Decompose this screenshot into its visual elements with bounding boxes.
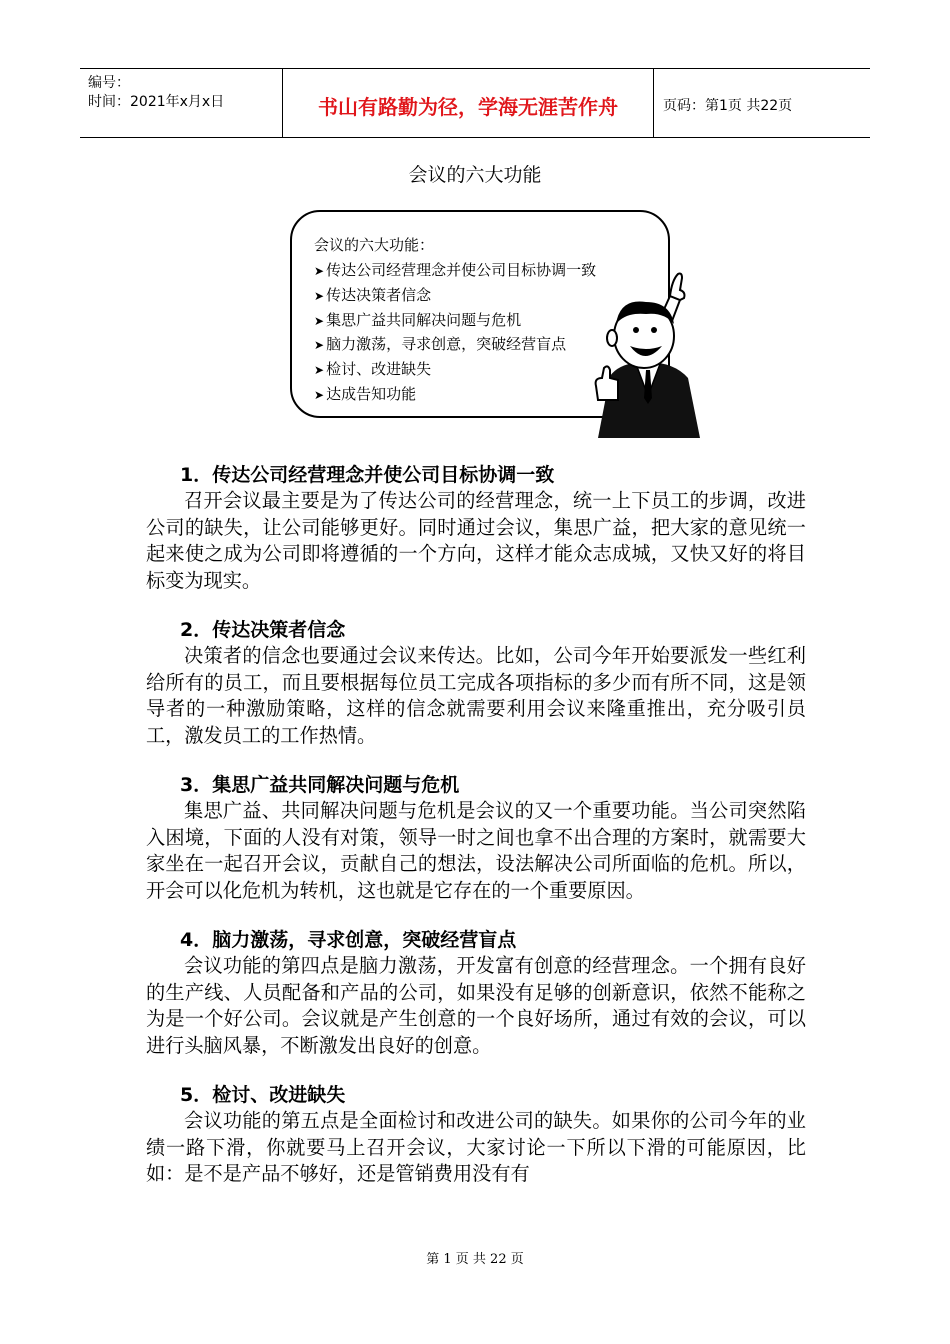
bubble-item: ➤ 集思广益共同解决问题与危机 <box>314 310 522 329</box>
header-page-number: 页码：第1页 共22页 <box>663 98 793 114</box>
page-header <box>80 68 870 138</box>
presenter-cartoon-icon <box>590 266 708 438</box>
section <box>146 927 806 1059</box>
section <box>146 1082 806 1188</box>
document-body <box>146 462 806 1211</box>
bubble-item: ➤ 达成告知功能 <box>314 384 417 403</box>
header-motto-cell <box>282 69 654 137</box>
section-heading: 2．传达决策者信念 <box>180 619 346 641</box>
header-meta-cell <box>80 69 282 137</box>
section <box>146 617 806 749</box>
section-heading: 4．脑力激荡，寻求创意，突破经营盲点 <box>180 929 517 951</box>
bubble-item: ➤ 脑力激荡，寻求创意，突破经营盲点 <box>314 335 567 354</box>
arrow-icon: ➤ <box>314 363 325 378</box>
arrow-icon: ➤ <box>314 264 325 278</box>
section-paragraph: 集思广益、共同解决问题与危机是会议的又一个重要功能。当公司突然陷入困境，下面的人没有对策，领导一时之间也拿不出合理的方案时，就需要大家坐在一起召开会议，贡献自己的想法，设法解决公司所面临的危机。所以，开会可以化危机为转机，这也就是它存在的一个重要原因。 <box>146 799 806 902</box>
document-date-label: 时间：2021年x月x日 <box>88 94 225 110</box>
bubble-list <box>314 258 596 407</box>
section-paragraph: 决策者的信念也要通过会议来传达。比如，公司今年开始要派发一些红利给所有的员工，而且要根据每位员工完成各项指标的多少而有所不同，这是领导者的一种激励策略，这样的信念就需要利用会议来隆重推出，充分吸引员工，激发员工的工作热情。 <box>146 644 806 747</box>
bubble-item: ➤ 传达公司经营理念并使公司目标协调一致 <box>314 261 597 279</box>
section-heading: 3．集思广益共同解决问题与危机 <box>180 774 460 796</box>
document-title: 会议的六大功能 <box>408 164 542 186</box>
arrow-icon: ➤ <box>314 288 325 303</box>
header-motto: 书山有路勤为径，学海无涯苦作舟 <box>318 95 618 119</box>
arrow-icon: ➤ <box>314 338 325 353</box>
bubble-title: 会议的六大功能： <box>314 236 435 254</box>
section-paragraph: 会议功能的第四点是脑力激荡，开发富有创意的经营理念。一个拥有良好的生产线、人员配备和产品的公司，如果没有足够的创新意识，依然不能称之为是一个好公司。会议就是产生创意的一个良好场所，通过有效的会议，可以进行头脑风暴，不断激发出良好的创意。 <box>146 954 806 1057</box>
section-paragraph: 会议功能的第五点是全面检讨和改进公司的缺失。如果你的公司今年的业绩一路下滑，你就要马上召开会议，大家讨论一下所以下滑的可能原因，比如：是不是产品不够好，还是管销费用没有有 <box>146 1109 806 1185</box>
section-paragraph: 召开会议最主要是为了传达公司的经营理念，统一上下员工的步调，改进公司的缺失，让公司能够更好。同时通过会议，集思广益，把大家的意见统一起来使之成为公司即将遵循的一个方向，这样才能众志成城，又快又好的将目标变为现实。 <box>146 489 806 592</box>
page-footer: 第 1 页 共 22 页 <box>426 1252 524 1267</box>
illustration <box>290 208 710 438</box>
bubble-item: ➤ 检讨、改进缺失 <box>314 360 432 379</box>
section <box>146 772 806 904</box>
bubble-item: ➤ 传达决策者信念 <box>314 285 432 304</box>
section <box>146 462 806 594</box>
header-page-cell <box>653 69 870 137</box>
document-number-label: 编号： <box>88 75 130 91</box>
arrow-icon: ➤ <box>314 387 325 402</box>
section-heading: 1．传达公司经营理念并使公司目标协调一致 <box>180 464 555 486</box>
section-heading: 5．检讨、改进缺失 <box>180 1084 346 1106</box>
arrow-icon: ➤ <box>314 313 325 328</box>
